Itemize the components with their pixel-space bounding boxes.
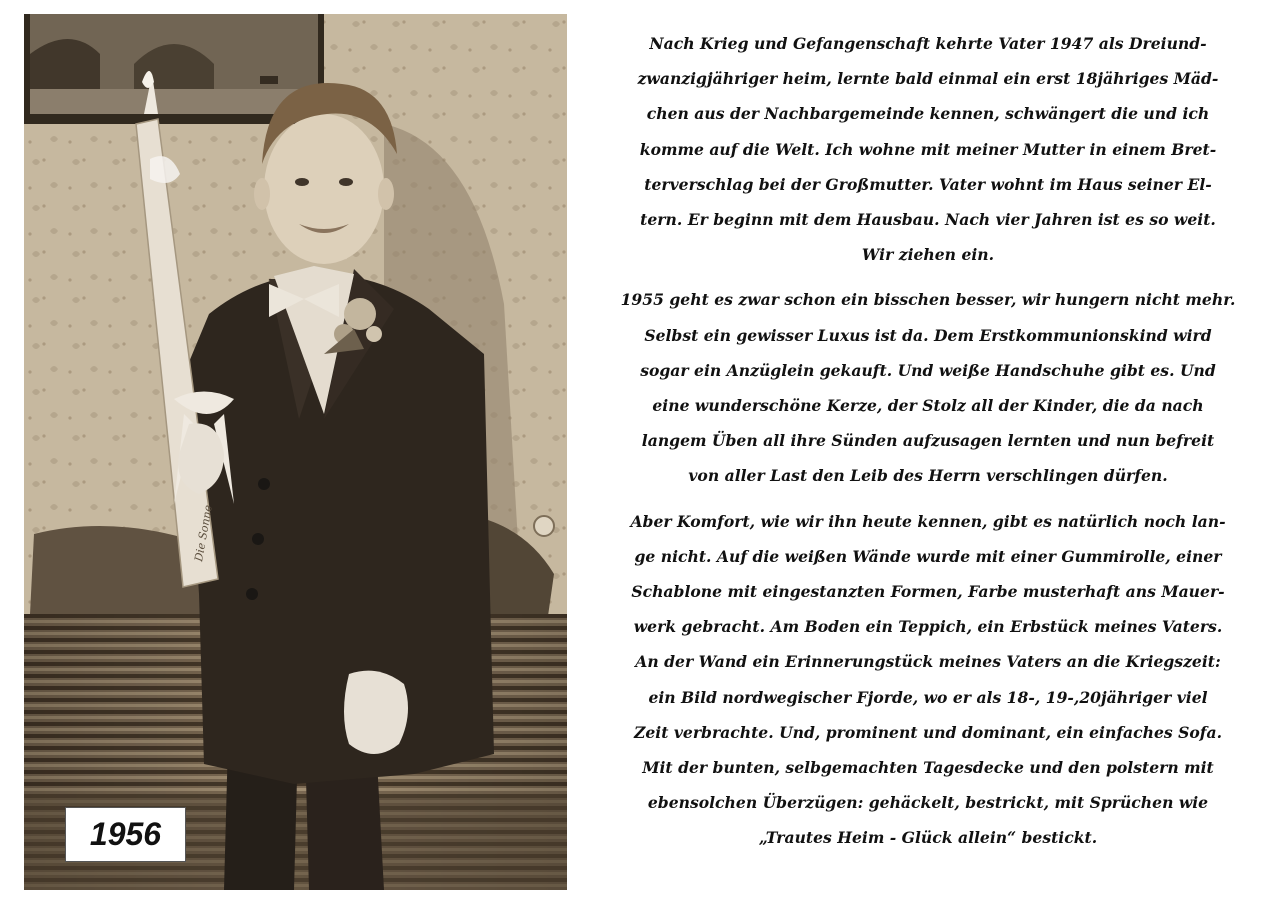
text-line: zwanzigjähriger heim, lernte bald einmal ein erst 18jähriges Mäd- (637, 69, 1219, 89)
text-line: terverschlag bei der Großmutter. Vater wohnt im Haus seiner El- (644, 174, 1212, 194)
text-line: sogar ein Anzüglein gekauft. Und weiße Handschuhe gibt es. Und (640, 360, 1216, 380)
text-line: 1955 geht es zwar schon ein bisschen besser, wir hungern nicht mehr. (620, 290, 1236, 310)
text-line: von aller Last den Leib des Herrn verschlingen dürfen. (688, 466, 1168, 486)
text-line: An der Wand ein Erinnerungstück meines Vaters an die Kriegszeit: (635, 652, 1221, 672)
text-line: ein Bild nordwegischer Fjorde, wo er als 18-, 19-,20jähriger viel (648, 687, 1208, 707)
text-line: Mit der bunten, selbgemachten Tagesdecke und den polstern mit (642, 758, 1214, 778)
photo-illustration (24, 14, 567, 890)
text-line: tern. Er beginn mit dem Hausbau. Nach vier Jahren ist es so weit. (640, 210, 1216, 230)
text-line: Zeit verbrachte. Und, prominent und dominant, ein einfaches Sofa. (633, 722, 1222, 742)
text-line: Wir ziehen ein. (861, 245, 995, 265)
text-line: werk gebracht. Am Boden ein Teppich, ein Erbstück meines Vaters. (633, 617, 1223, 637)
story-text (592, 26, 1264, 896)
candle-inscription: Die Sonne (192, 503, 215, 563)
text-line: ge nicht. Auf die weißen Wände wurde mit einer Gummirolle, einer (634, 546, 1222, 566)
paragraph-1 (592, 26, 1264, 272)
text-line: „Trautes Heim - Glück allein“ bestickt. (758, 828, 1098, 848)
text-line: Nach Krieg und Gefangenschaft kehrte Vater 1947 als Dreiund- (649, 34, 1207, 53)
paragraph-2 (592, 282, 1264, 493)
communion-photo (24, 14, 567, 890)
text-line: eine wunderschöne Kerze, der Stolz all der Kinder, die da nach (652, 396, 1204, 416)
text-line: chen aus der Nachbargemeinde kennen, schwängert die und ich (646, 104, 1210, 124)
text-line: Schablone mit eingestanzten Formen, Farbe musterhaft ans Mauer- (631, 582, 1225, 602)
text-line: komme auf die Welt. Ich wohne mit meiner Mutter in einem Bret- (639, 139, 1217, 159)
text-line: langem Üben all ihre Sünden aufzusagen lernten und nun befreit (641, 431, 1215, 451)
text-line: Aber Komfort, wie wir ihn heute kennen, gibt es natürlich noch lan- (630, 511, 1226, 531)
text-line: Selbst ein gewisser Luxus ist da. Dem Erstkommunionskind wird (644, 325, 1212, 345)
year-label: 1956 (65, 807, 186, 862)
text-line: ebensolchen Überzügen: gehäckelt, bestrickt, mit Sprüchen wie (647, 793, 1209, 813)
paragraph-3 (592, 504, 1264, 856)
